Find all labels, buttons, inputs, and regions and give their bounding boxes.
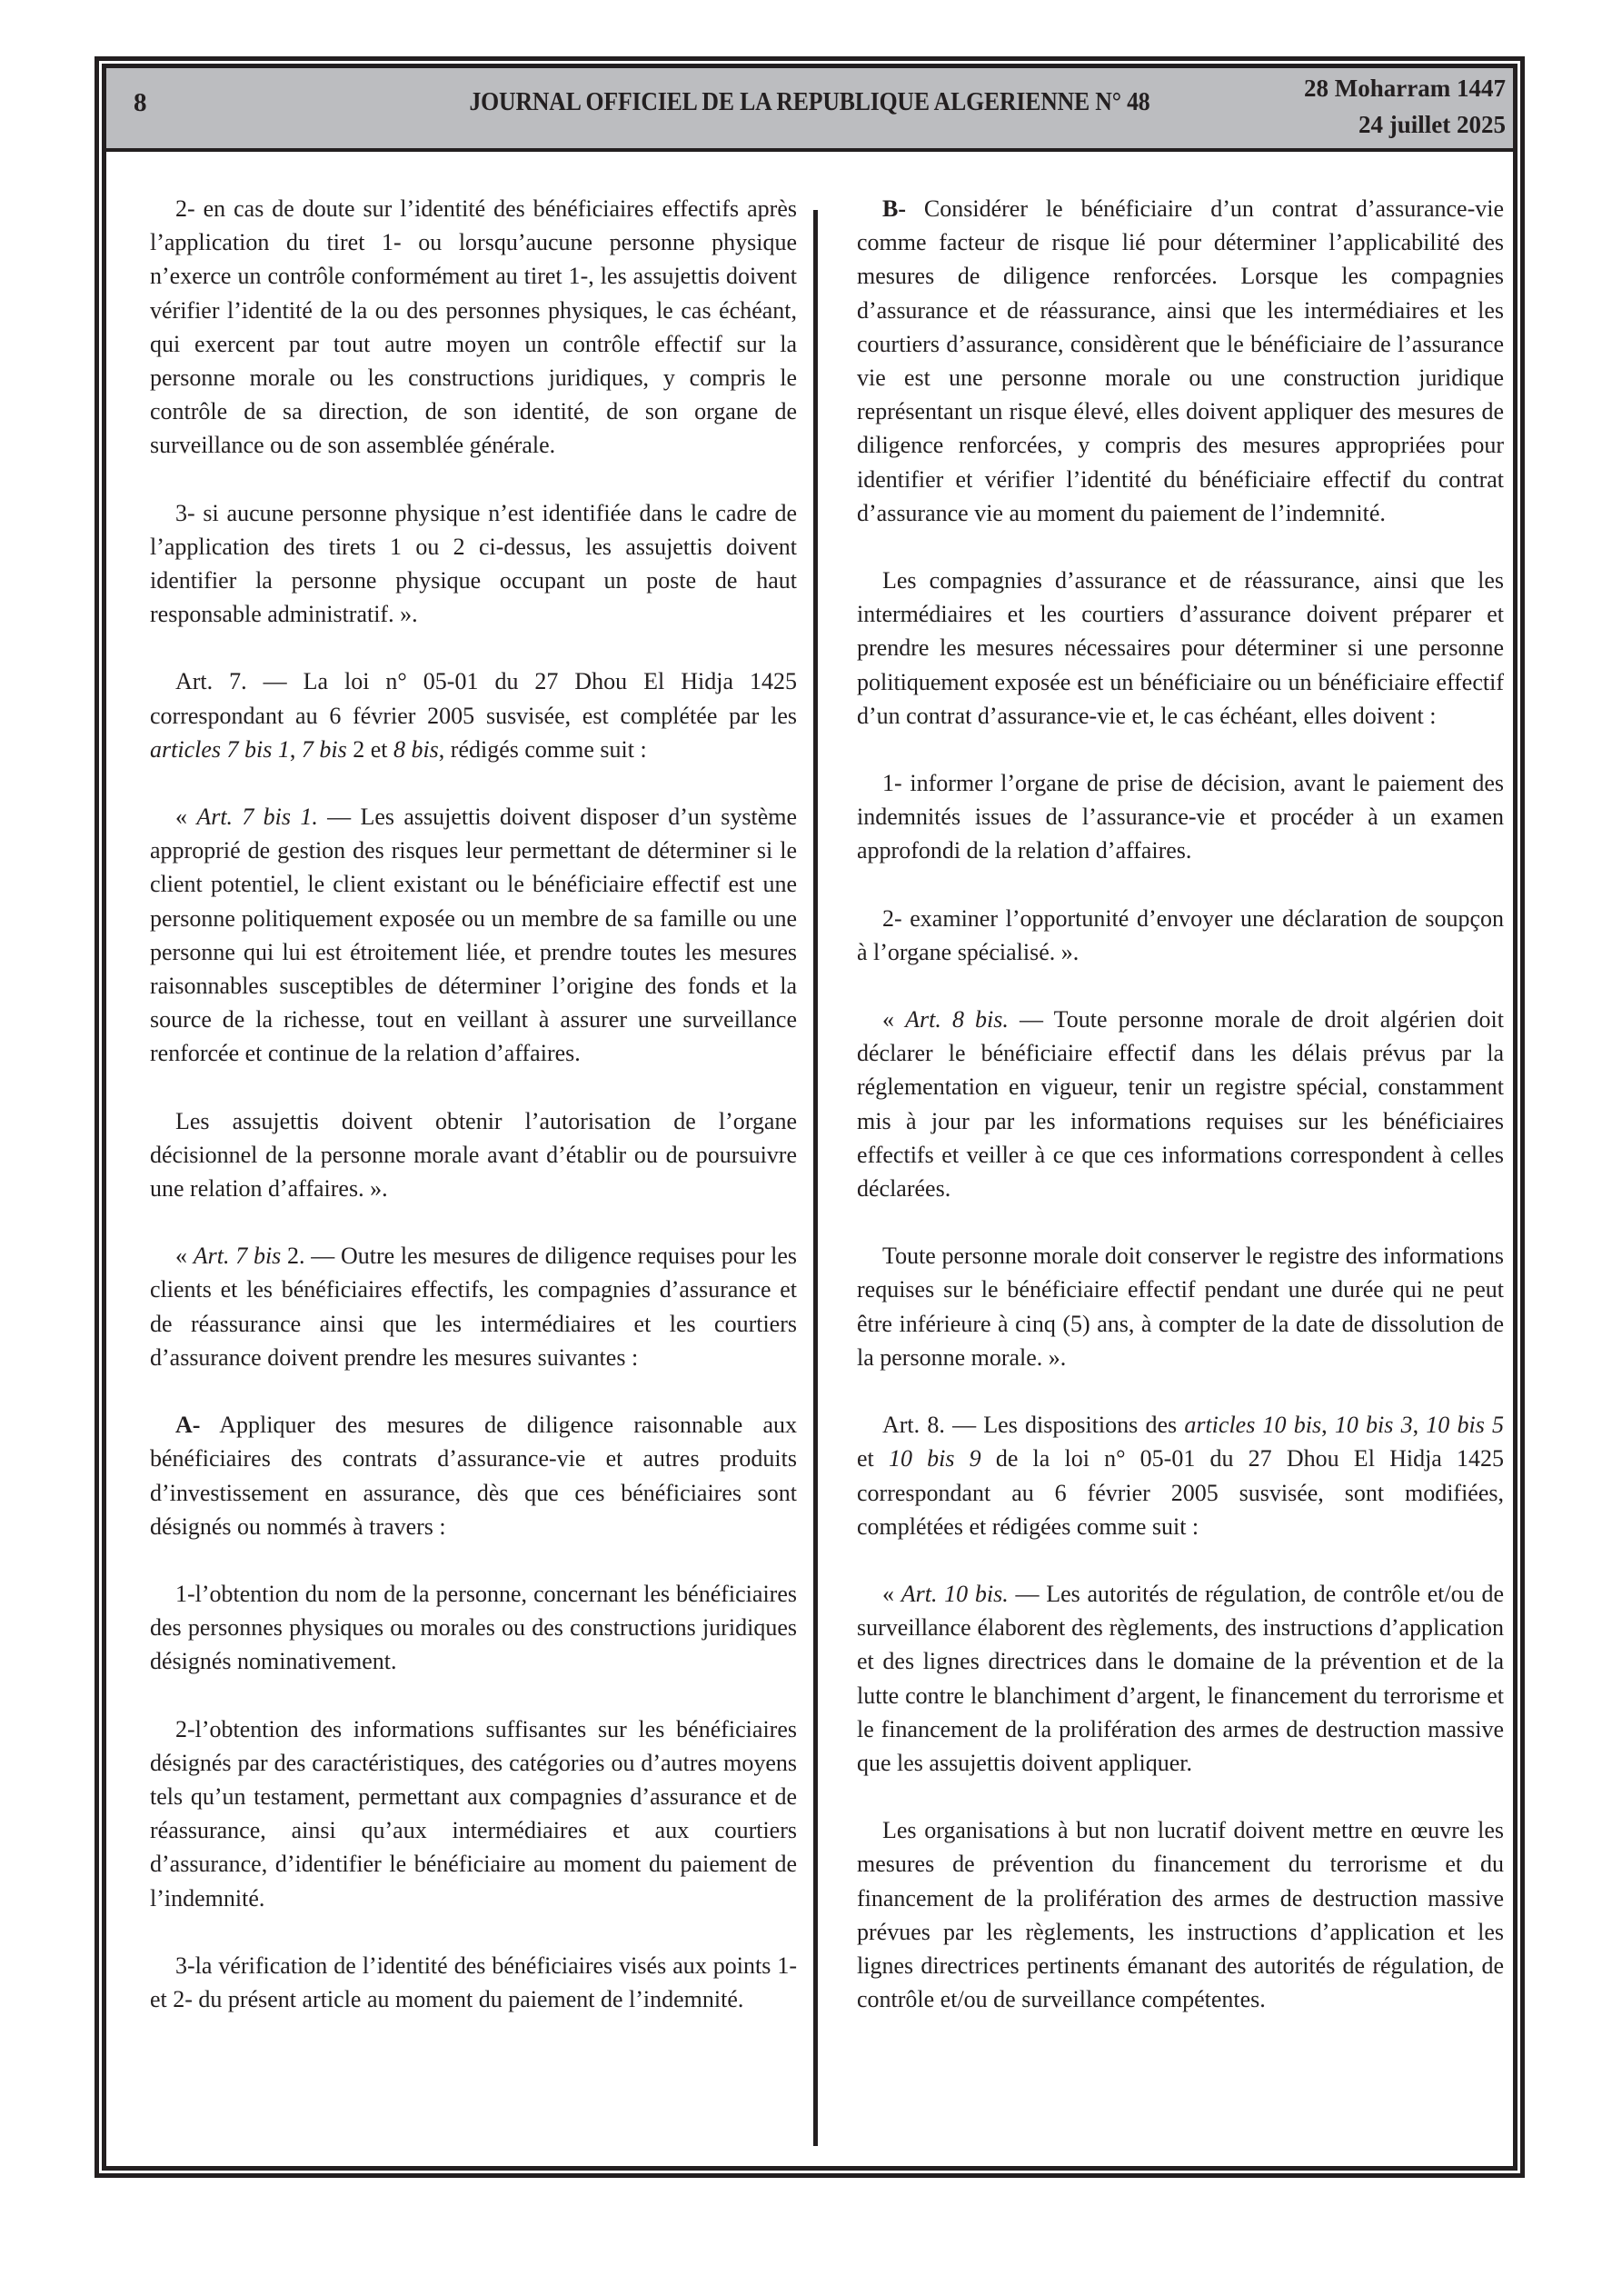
page-number: 8	[134, 88, 147, 117]
item-label: A-	[175, 1412, 201, 1439]
page-inner-frame	[102, 64, 1518, 2171]
paragraph: Les compagnies d’assurance et de réassurance, ainsi que les intermédiaires et les courtiers d’assurance doivent préparer et prendre les mesures nécessaires pour déterminer si une personne politiquement exposée est un bénéficiaire ou un bénéficiaire effectif d’un contrat d’assurance-vie et, le cas échéant, elles doivent :	[857, 567, 1504, 729]
paragraph: 1- informer l’organe de prise de décision, avant le paiement des indemnités issues de l’assurance-vie et procéder à un examen approfondi de la relation d’affaires.	[857, 770, 1504, 864]
article-title: Art. 8 bis.	[905, 1006, 1009, 1033]
article-7-bis-1-paragraph	[150, 800, 797, 1071]
issue-dates	[1304, 70, 1506, 143]
article-title: Art. 7 bis 1.	[196, 804, 318, 831]
paragraph: 3- si aucune personne physique n’est identifiée dans le cadre de l’application des tirets 1 ou 2 ci-dessus, les assujettis doivent identifier la personne physique occupant un poste de haut responsable administratif. ».	[150, 499, 797, 628]
body-columns	[106, 152, 1513, 2166]
paragraph: 2-l’obtention des informations suffisantes sur les bénéficiaires désignés par des caractéristiques, des catégories ou d’autres moyens tels qu’un testament, permettant aux compagnies d’assurance et de réassurance, ainsi qu’aux intermédiaires et aux courtiers d’assurance, d’identifier le bénéficiaire au moment du paiement de l’indemnité.	[150, 1715, 797, 1912]
paragraph: Les organisations à but non lucratif doivent mettre en œuvre les mesures de prévention du financement du terrorisme et du financement de la prolifération des armes de destruction massive prévues par les règlements, les instructions d’application et les lignes directrices pertinents émanant des autorités de régulation, de contrôle et/ou de surveillance compétentes.	[857, 1817, 1504, 2013]
text: «	[882, 1006, 906, 1033]
right-column	[857, 192, 1504, 2050]
article-10-bis-paragraph	[857, 1577, 1504, 1780]
text: Art. 8. — Les dispositions des	[882, 1412, 1185, 1439]
paragraph: Les assujettis doivent obtenir l’autorisation de l’organe décisionnel de la personne morale avant d’établir ou de poursuivre une relation d’affaires. ».	[150, 1107, 797, 1203]
column-divider	[813, 210, 818, 2146]
article-8-bis-paragraph	[857, 1003, 1504, 1205]
text: — Toute personne morale de droit algérien doit déclarer le bénéficiaire effectif dans les délais prévus par la réglementation en vigueur, tenir un registre spécial, constamment mis à jour par les informations requises sur les bénéficiaires effectifs et veiller à ce que ces informations correspondent à celles déclarées.	[857, 1006, 1504, 1203]
paragraph: 3-la vérification de l’identité des bénéficiaires visés aux points 1- et 2- du présent article au moment du paiement de l’indemnité.	[150, 1952, 797, 2012]
paragraph: 1-l’obtention du nom de la personne, concernant les bénéficiaires des personnes physiques ou morales ou des constructions juridiques désignés nominativement.	[150, 1580, 797, 1675]
text: 2 et	[346, 735, 393, 763]
text: — Les assujettis doivent disposer d’un système approprié de gestion des risques leur permettant de déterminer si le client potentiel, le client existant ou le bénéficiaire effectif est une personne politiquement exposée ou un membre de sa famille ou une personne qui lui est étroitement liée, et prendre toutes les mesures raisonnables susceptibles de déterminer l’origine des fonds et la source de la richesse, tout en veillant à assurer une surveillance renforcée et continue de la relation d’affaires.	[150, 804, 798, 1067]
article-8-paragraph	[857, 1408, 1504, 1543]
text: , rédigés comme suit :	[438, 735, 647, 763]
item-a-paragraph	[150, 1408, 797, 1543]
left-column	[150, 192, 797, 2050]
text: «	[175, 804, 197, 831]
text: ,	[1412, 1412, 1427, 1439]
text: Art. 7. — La loi n° 05-01 du 27 Dhou El Hidja 1425 correspondant au 6 février 2005 susvisée, est complétée par les	[150, 668, 797, 729]
text: Appliquer des mesures de diligence raisonnable aux bénéficiaires des contrats d’assurance-vie et autres produits d’investissement en assurance, dès que ces bénéficiaires sont désignés ou nommés à travers :	[150, 1412, 797, 1540]
article-ref: 10 bis 5	[1426, 1412, 1505, 1439]
article-ref: 10 bis 3	[1334, 1412, 1413, 1439]
journal-header	[106, 68, 1513, 152]
item-label: B-	[882, 195, 906, 222]
text: Considérer le bénéficiaire d’un contrat d’assurance-vie comme facteur de risque lié pour déterminer l’applicabilité des mesures de diligence renforcées. Lorsque les compagnies d’assurance et de réassurance, ainsi que les intermédiaires et les courtiers d’assurance, considèrent que le bénéficiaire de l’assurance vie est une personne morale ou une construction juridique représentant un risque élevé, elles doivent appliquer des mesures de diligence renforcées, y compris des mesures appropriées pour identifier et vérifier l’identité du bénéficiaire effectif du contrat d’assurance vie au moment du paiement de l’indemnité.	[857, 195, 1504, 526]
text: ,	[1321, 1412, 1335, 1439]
article-title: Art. 10 bis.	[901, 1580, 1009, 1607]
article-title: Art. 7 bis	[193, 1243, 282, 1270]
article-ref: articles 10 bis	[1184, 1412, 1322, 1439]
text: ,	[289, 735, 302, 763]
text: — Les autorités de régulation, de contrôle et/ou de surveillance élaborent des règlements, des instructions d’application et des lignes directrices dans le domaine de la prévention et de la lutte contre le blanchiment d’argent, le financement du terrorisme et le financement de la prolifération des armes de destruction massive que les assujettis doivent appliquer.	[857, 1580, 1504, 1776]
paragraph: 2- en cas de doute sur l’identité des bénéficiaires effectifs après l’application du tiret 1- ou lorsqu’aucune personne physique n’exerce un contrôle conformément au tiret 1-, les assujettis doivent vérifier l’identité de la ou des personnes physiques, le cas échéant, qui exercent par tout autre moyen un contrôle effectif sur la personne morale ou les constructions juridiques, y compris le contrôle de sa direction, de son identité, de son organe de surveillance ou de son assemblée générale.	[150, 195, 797, 459]
date-gregorian: 24 juillet 2025	[1358, 111, 1506, 138]
text: 2. — Outre les mesures de diligence requises pour les clients et les bénéficiaires effectifs, les compagnies d’assurance et de réassurance ainsi que les intermédiaires et les courtiers d’assurance doivent prendre les mesures suivantes :	[150, 1243, 798, 1371]
text: de la loi n° 05-01 du 27 Dhou El Hidja 1425 correspondant au 6 février 2005 susvisée, sont modifiées, complétées et rédigées comme suit :	[857, 1445, 1505, 1540]
article-7-paragraph	[150, 664, 797, 766]
item-b-paragraph	[857, 192, 1504, 530]
article-7-bis-2-paragraph	[150, 1239, 797, 1374]
journal-title: JOURNAL OFFICIEL DE LA REPUBLIQUE ALGERIENNE N° 48	[469, 88, 1150, 116]
date-hijri: 28 Moharram 1447	[1304, 75, 1506, 102]
article-ref: 8 bis	[393, 735, 439, 763]
paragraph: 2- examiner l’opportunité d’envoyer une déclaration de soupçon à l’organe spécialisé. ».	[857, 904, 1504, 965]
text: et	[857, 1445, 889, 1472]
paragraph: Toute personne morale doit conserver le registre des informations requises sur le bénéficiaire effectif pendant une durée qui ne peut être inférieure à cinq (5) ans, à compter de la date de dissolution de la personne morale. ».	[857, 1243, 1504, 1371]
text: «	[882, 1580, 901, 1607]
article-ref: articles 7 bis 1	[150, 735, 290, 763]
page-outer-frame	[95, 56, 1525, 2178]
article-ref: 10 bis 9	[888, 1445, 981, 1472]
text: «	[175, 1243, 194, 1270]
article-ref: 7 bis	[301, 735, 347, 763]
